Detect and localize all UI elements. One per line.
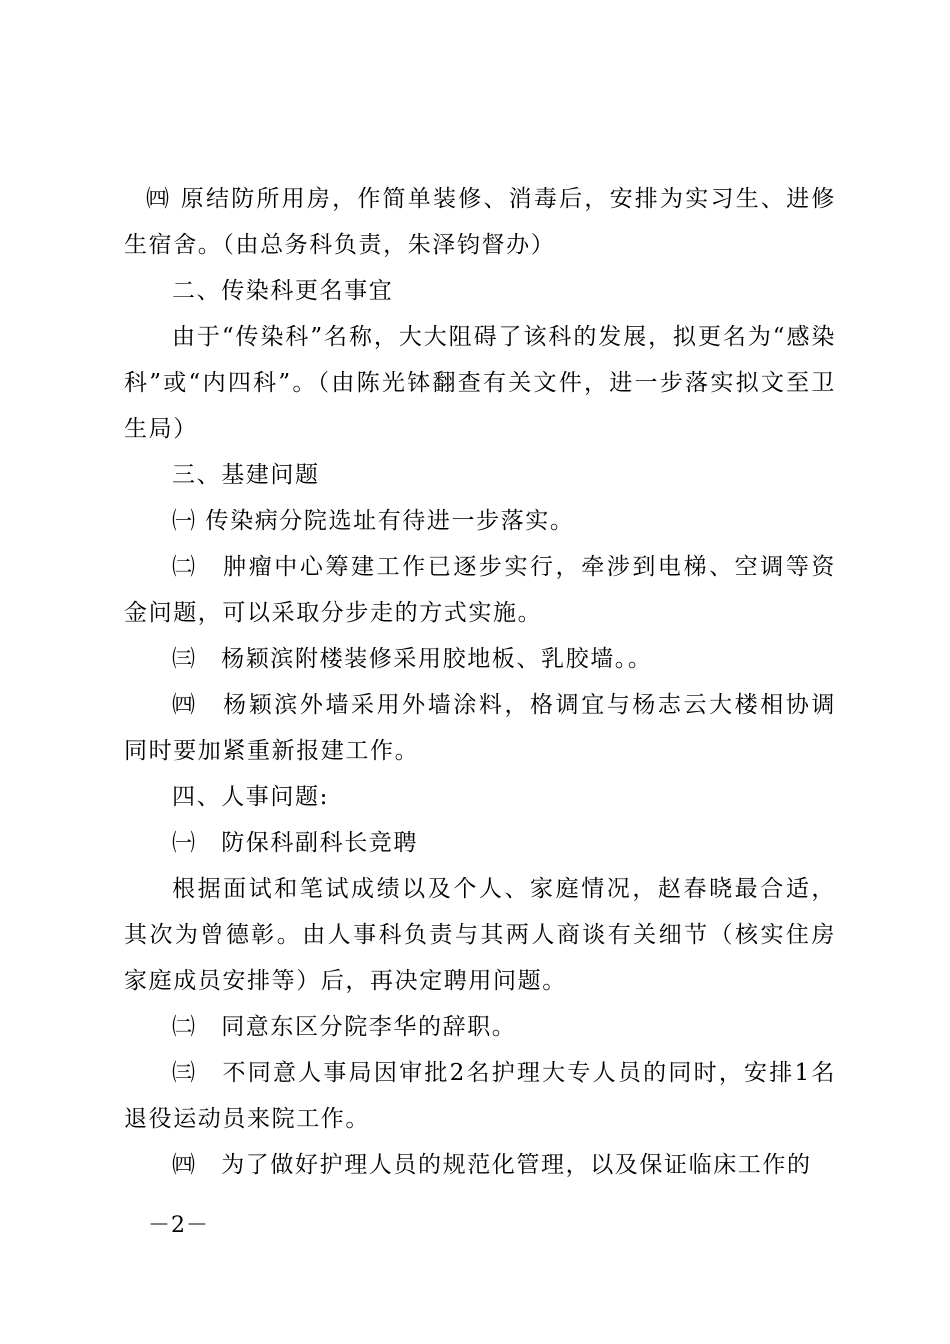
document-body bbox=[124, 176, 836, 1188]
paragraph-item-1-site: ㈠ 传染病分院选址有待进一步落实。 bbox=[172, 508, 575, 534]
page-number: －2－ bbox=[148, 1213, 209, 1238]
paragraph-item-4-exterior: ㈣ 杨颖滨外墙采用外墙涂料，格调宜与杨志云大楼相协调同时要加紧重新报建工作。 bbox=[124, 692, 836, 764]
section-heading-3: 三、基建问题 bbox=[172, 462, 320, 488]
paragraph-item-2-resign: ㈡ 同意东区分院李华的辞职。 bbox=[172, 1014, 517, 1040]
paragraph-item-3-annex: ㈢ 杨颖滨附楼装修采用胶地板、乳胶墙。。 bbox=[172, 646, 653, 672]
paragraph-item-4-nursing: ㈣ 为了做好护理人员的规范化管理，以及保证临床工作的 bbox=[172, 1152, 812, 1178]
paragraph-item-4-dorm: ㈣ 原结防所用房，作简单装修、消毒后，安排为实习生、进修生宿舍。（由总务科负责，朱泽钧督办） bbox=[124, 186, 836, 258]
section-heading-4: 四、人事问题: bbox=[172, 784, 329, 810]
paragraph-item-1-recruit: ㈠ 防保科副科长竞聘 bbox=[172, 830, 418, 856]
paragraph-recruit-detail: 根据面试和笔试成绩以及个人、家庭情况，赵春晓最合适，其次为曾德彰。由人事科负责与其两人商谈有关细节（核实住房家庭成员安排等）后，再决定聘用问题。 bbox=[124, 876, 836, 994]
paragraph-rename-department: 由于“传染科”名称，大大阻碍了该科的发展，拟更名为“感染科”或“内四科”。（由陈光钵翻查有关文件，进一步落实拟文至卫生局） bbox=[124, 324, 836, 442]
paragraph-item-3-disagree: ㈢ 不同意人事局因审批2名护理大专人员的同时，安排1名退役运动员来院工作。 bbox=[124, 1060, 836, 1132]
paragraph-item-2-tumor-center: ㈡ 肿瘤中心筹建工作已逐步实行，牵涉到电梯、空调等资金问题，可以采取分步走的方式实施。 bbox=[124, 554, 836, 626]
section-heading-2: 二、传染科更名事宜 bbox=[172, 278, 394, 304]
